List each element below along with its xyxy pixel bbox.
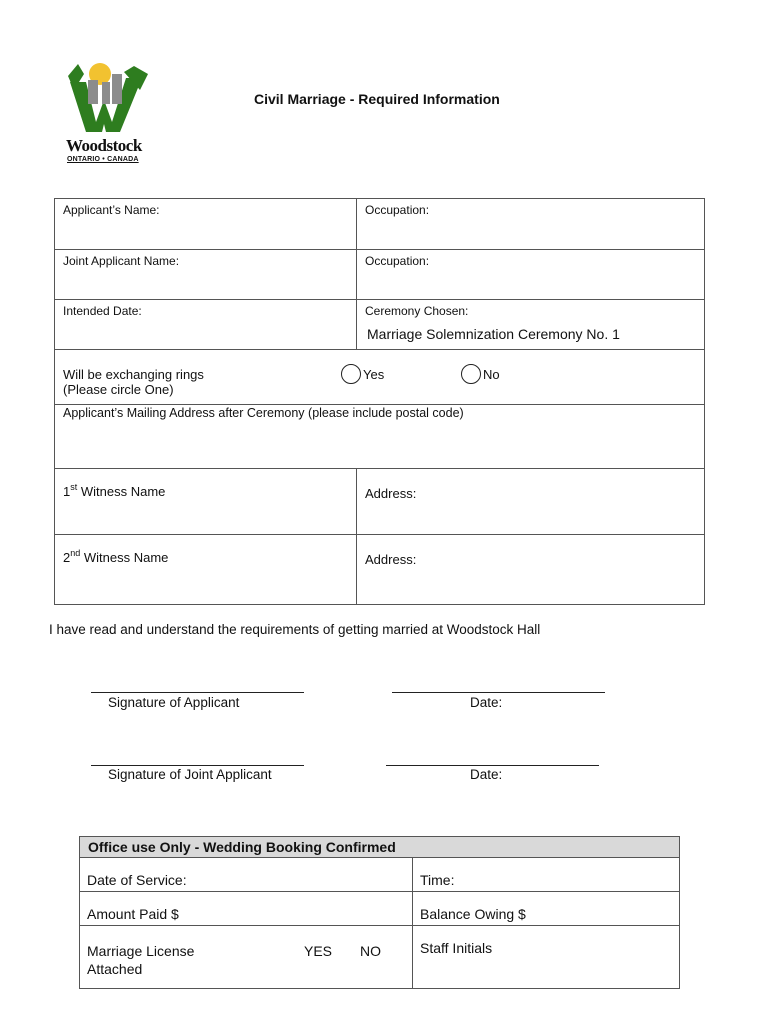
form-row-mailing-address bbox=[55, 405, 704, 469]
form-row-applicant bbox=[55, 199, 704, 250]
address-label: Address: bbox=[365, 486, 417, 501]
staff-initials-field[interactable] bbox=[413, 926, 679, 988]
registration-form bbox=[54, 198, 705, 605]
logo-wordmark: Woodstock bbox=[66, 136, 142, 155]
form-row-joint-applicant bbox=[55, 250, 704, 300]
joint-applicant-occupation-field[interactable] bbox=[357, 250, 704, 299]
form-row-rings bbox=[55, 350, 704, 405]
date-of-service-field[interactable] bbox=[80, 858, 413, 891]
balance-owing-field[interactable] bbox=[413, 892, 679, 925]
office-use-header: Office use Only - Wedding Booking Confirmed bbox=[80, 837, 679, 858]
occupation-label: Occupation: bbox=[365, 254, 430, 268]
form-row-witness-2 bbox=[55, 535, 704, 604]
applicant-date-line[interactable] bbox=[392, 692, 605, 693]
intended-date-label: Intended Date: bbox=[63, 304, 142, 318]
joint-date-line[interactable] bbox=[386, 765, 599, 766]
rings-hint: (Please circle One) bbox=[63, 382, 174, 397]
license-yes-option[interactable]: YES bbox=[304, 943, 333, 959]
rings-label: Will be exchanging rings bbox=[63, 367, 204, 382]
office-row-date-time bbox=[80, 858, 679, 892]
rings-no-label: No bbox=[483, 366, 500, 382]
license-no-option[interactable]: NO bbox=[360, 943, 381, 959]
applicant-signature-line[interactable] bbox=[91, 692, 304, 693]
applicant-occupation-field[interactable] bbox=[357, 199, 704, 249]
rings-no-option[interactable] bbox=[461, 364, 500, 384]
witness-2-label: Witness Name bbox=[83, 550, 169, 565]
form-row-witness-1 bbox=[55, 469, 704, 535]
rings-yes-label: Yes bbox=[363, 366, 385, 382]
logo-subline: ONTARIO • CANADA bbox=[67, 156, 139, 163]
witness-2-name-field[interactable] bbox=[55, 535, 357, 604]
occupation-label: Occupation: bbox=[365, 203, 430, 217]
joint-signature-line[interactable] bbox=[91, 765, 304, 766]
joint-date-label: Date: bbox=[470, 767, 503, 782]
witness-1-name-field[interactable] bbox=[55, 469, 357, 534]
applicant-date-label: Date: bbox=[470, 695, 503, 710]
ceremony-chosen-field[interactable] bbox=[357, 300, 704, 349]
office-row-license bbox=[80, 926, 679, 988]
marriage-license-field bbox=[80, 926, 413, 988]
marriage-license-label: Marriage License bbox=[87, 943, 195, 959]
witness-1-address-field[interactable] bbox=[357, 469, 704, 534]
staff-initials-label: Staff Initials bbox=[420, 940, 493, 956]
witness-1-number: 1 bbox=[63, 484, 71, 499]
witness-1-ordinal: st bbox=[70, 482, 78, 492]
rings-yes-option[interactable] bbox=[341, 364, 384, 384]
ceremony-value: Marriage Solemnization Ceremony No. 1 bbox=[367, 326, 620, 342]
intended-date-field[interactable] bbox=[55, 300, 357, 349]
amount-paid-label: Amount Paid $ bbox=[87, 906, 179, 922]
applicant-name-field[interactable] bbox=[55, 199, 357, 249]
applicant-signature-label: Signature of Applicant bbox=[108, 695, 240, 710]
marriage-license-attached-label: Attached bbox=[87, 961, 143, 977]
joint-signature-label: Signature of Joint Applicant bbox=[108, 767, 272, 782]
witness-2-address-field[interactable] bbox=[357, 535, 704, 604]
mailing-address-label: Applicant’s Mailing Address after Ceremony (please include postal code) bbox=[63, 406, 464, 420]
acknowledgement-text: I have read and understand the requirements of getting married at Woodstock Hall bbox=[49, 622, 541, 637]
radio-circle-icon[interactable] bbox=[341, 364, 361, 384]
date-of-service-label: Date of Service: bbox=[87, 872, 187, 888]
mailing-address-field[interactable] bbox=[55, 405, 704, 468]
form-row-date-ceremony bbox=[55, 300, 704, 350]
time-field[interactable] bbox=[413, 858, 679, 891]
witness-1-label: Witness Name bbox=[80, 484, 166, 499]
page-title: Civil Marriage - Required Information bbox=[254, 91, 500, 107]
witness-2-ordinal: nd bbox=[70, 548, 81, 558]
radio-circle-icon[interactable] bbox=[461, 364, 481, 384]
office-row-payment bbox=[80, 892, 679, 926]
office-use-table bbox=[79, 836, 680, 989]
witness-2-number: 2 bbox=[63, 550, 71, 565]
joint-applicant-name-label: Joint Applicant Name: bbox=[63, 254, 180, 268]
joint-applicant-name-field[interactable] bbox=[55, 250, 357, 299]
woodstock-logo bbox=[64, 60, 152, 168]
ceremony-chosen-label: Ceremony Chosen: bbox=[365, 304, 469, 318]
applicant-name-label: Applicant’s Name: bbox=[63, 203, 160, 217]
balance-owing-label: Balance Owing $ bbox=[420, 906, 526, 922]
amount-paid-field[interactable] bbox=[80, 892, 413, 925]
address-label: Address: bbox=[365, 552, 417, 567]
woodstock-emblem-icon bbox=[64, 60, 152, 136]
time-label: Time: bbox=[420, 872, 455, 888]
